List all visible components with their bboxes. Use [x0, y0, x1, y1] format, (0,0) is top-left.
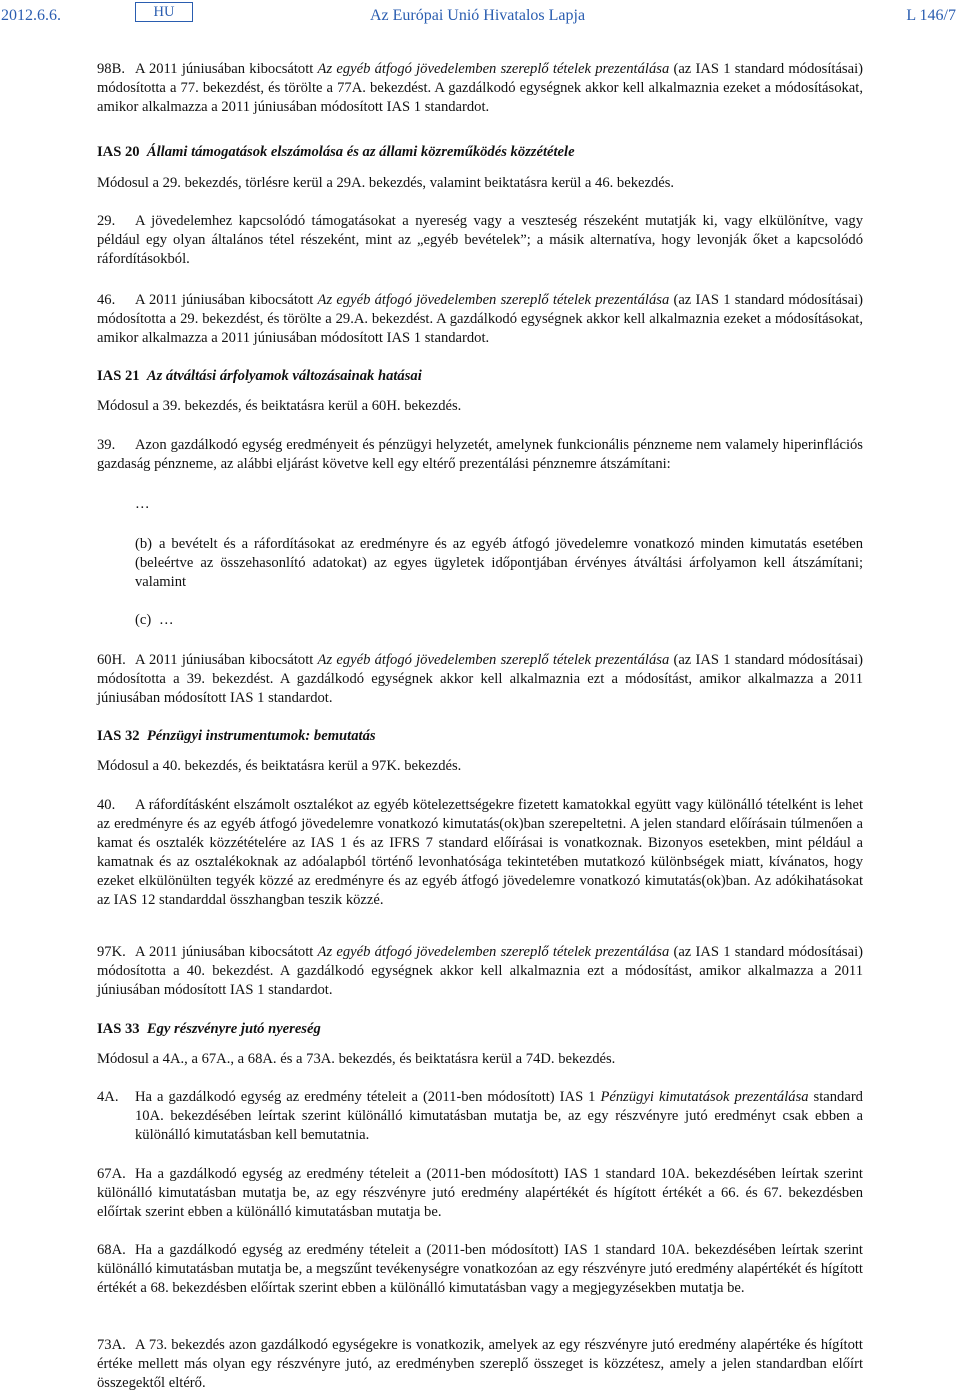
paragraph-text: A 2011 júniusában kibocsátott Az egyéb átfogó jövedelemben szereplő tételek prezentálása (az IAS 1 standard módosításai) módosította a 77. bekezdést, és törölte a 77A. bekezdést. A gazdálkodó egységnek akkor kell alkalmaznia ezeket a módosításokat, amikor alkalmazza a 2011 júniusában módosított IAS 1 standardot.	[97, 61, 864, 115]
paragraph-number: 39.	[97, 437, 116, 453]
list-label: (c)	[135, 612, 152, 628]
standard-code: IAS 20	[97, 144, 140, 160]
paragraph-40	[97, 796, 863, 910]
section-heading-ias32	[97, 727, 863, 746]
standard-code: IAS 21	[97, 368, 140, 384]
paragraph-number: 68A.	[97, 1242, 126, 1258]
paragraph-97k	[97, 943, 863, 1000]
paragraph-68a	[97, 1241, 863, 1298]
paragraph-text: Ha a gazdálkodó egység az eredmény tételeit a (2011-ben módosított) IAS 1 standard 10A. bekezdésében leírtak szerint különálló kimutatásban mutatja be, a megszűnt tevékenységre vonatkozóan az egy részvényre jutó eredmény alapértékét és hígított értékét a 68. bekezdésben előírtak szerint ebben a különálló kimutatásban vagy a megjegyzésekben mutatja be.	[97, 1242, 863, 1296]
paragraph-number: 60H.	[97, 652, 126, 668]
paragraph-text: Ha a gazdálkodó egység az eredmény tételeit a (2011-ben módosított) IAS 1 Pénzügyi kimutatások prezentálása standard 10A. bekezdésében leírtak szerint különálló kimutatásban mutatja be, az egy részvényre jutó eredményt csak ebben a különálló kimutatásban kell bemutatnia.	[135, 1089, 863, 1143]
list-text: a bevételt és a ráfordításokat az eredményre és az egyéb átfogó jövedelemre vonatkozó minden kimutatás esetében (beleértve az összehasonlító adatokat) az egyes ügyletek időpontjában érvényes átváltási árfolyamon kell átszámítani; valamint	[135, 536, 863, 590]
paragraph-46	[97, 291, 863, 348]
page-number: L 146/7	[906, 7, 956, 24]
standard-code: IAS 32	[97, 728, 140, 744]
list-item-c	[135, 611, 863, 630]
section-heading-ias33	[97, 1020, 863, 1039]
amendment-intro: Módosul a 39. bekezdés, és beiktatásra kerül a 60H. bekezdés.	[97, 398, 462, 414]
paragraph-text: A 2011 júniusában kibocsátott Az egyéb átfogó jövedelemben szereplő tételek prezentálása (az IAS 1 standard módosításai) módosította a 39. bekezdést. A gazdálkodó egységnek akkor kell alkalmaznia ezt a módosítást, amikor alkalmazza a 2011 júniusában módosított IAS 1 standardot.	[97, 652, 864, 706]
omission-ellipsis: …	[135, 496, 150, 512]
paragraph-number: 40.	[97, 797, 116, 813]
section-heading-ias20	[97, 143, 863, 162]
paragraph-39	[97, 436, 863, 474]
language-badge: HU	[135, 2, 193, 22]
standard-name: Állami támogatások elszámolása és az állami közreműködés közzététele	[146, 144, 575, 160]
list-item-b	[135, 535, 863, 592]
paragraph-text: Azon gazdálkodó egység eredményeit és pénzügyi helyzetét, amelynek funkcionális pénzneme nem valamely hiperinflációs gazdaság pénzneme, az alábbi eljárást követve kell egy eltérő prezentálási pénznemre átszámítani:	[97, 437, 863, 472]
paragraph-67a	[97, 1165, 863, 1222]
paragraph-text: A 73. bekezdés azon gazdálkodó egységekre is vonatkozik, amelyek az egy részvényre jutó eredmény alapértéke és hígított értéke mellett más olyan egy részvényre jutó, az eredményben szereplő összeget is közzétesz, amely a jelen standardban előírt összegektől eltérő.	[97, 1337, 863, 1391]
paragraph-60h	[97, 651, 863, 708]
paragraph-number: 67A.	[97, 1166, 126, 1182]
standard-name: Pénzügyi instrumentumok: bemutatás	[146, 728, 376, 744]
page-header	[0, 2, 960, 28]
journal-title: Az Európai Unió Hivatalos Lapja	[370, 7, 586, 24]
list-label: (b)	[135, 536, 153, 552]
paragraph-text: A 2011 júniusában kibocsátott Az egyéb átfogó jövedelemben szereplő tételek prezentálása (az IAS 1 standard módosításai) módosította a 29. bekezdést, és törölte a 29.A. bekezdést. A gazdálkodó egységnek akkor kell alkalmaznia ezeket a módosításokat, amikor alkalmazza a 2011 júniusában módosított IAS 1 standardot.	[97, 292, 864, 346]
paragraph-text: Ha a gazdálkodó egység az eredmény tételeit a (2011-ben módosított) IAS 1 standard 10A. bekezdésében leírtak szerint különálló kimutatásban mutatja be, az egy részvényre jutó eredmény alapértékét és hígított értékét a 66. és 67. bekezdésben előírtak szerint ebben a különálló kimutatásban mutatja be.	[97, 1166, 863, 1220]
paragraph-number: 46.	[97, 292, 116, 308]
paragraph-number: 29.	[97, 213, 116, 229]
paragraph-29	[97, 212, 863, 269]
paragraph-4a	[97, 1088, 863, 1145]
paragraph-number: 4A.	[97, 1089, 119, 1105]
paragraph-73a	[97, 1336, 863, 1393]
amendment-intro: Módosul a 29. bekezdés, törlésre kerül a 29A. bekezdés, valamint beiktatásra kerül a 46. bekezdés.	[97, 175, 675, 191]
standard-name: Az átváltási árfolyamok változásainak hatásai	[146, 368, 422, 384]
section-heading-ias21	[97, 367, 863, 386]
paragraph-text: A jövedelemhez kapcsolódó támogatásokat a nyereség vagy a veszteség részeként mutatják ki, vagy elkülönítve, vagy például egy olyan általános tétel részeként, mint az „egyéb bevételek”; a másik alternatíva, hogy levonják őket a kapcsolódó ráfordításokból.	[97, 213, 863, 267]
paragraph-number: 97K.	[97, 944, 126, 960]
paragraph-98b	[97, 60, 863, 117]
amendment-intro: Módosul a 40. bekezdés, és beiktatásra kerül a 97K. bekezdés.	[97, 758, 462, 774]
amendment-intro: Módosul a 4A., a 67A., a 68A. és a 73A. bekezdés, és beiktatásra kerül a 74D. bekezdés.	[97, 1051, 616, 1067]
paragraph-text: A ráfordításként elszámolt osztalékot az egyéb kötelezettségekre fizetett kamatokkal együtt vagy különálló tételként is lehet az eredményre és az egyéb átfogó jövedelemre vonatkozó kimutatás(ok)ban szerepeltetni. A jelen standard előírásain túlmenően a kamat és osztalék közzétételére az IAS 1 és az IFRS 7 standard előírásai is vonatkoznak. Bizonyos esetekben, mint például a kamatnak és az osztalékoknak az adóalapból történő levonhatósága tekintetében mutatkozó különbségek miatt, kívánatos, hogy ezeket elkülönülten tegyék közzé az eredményre és az egyéb átfogó jövedelemre vonatkozó kimutatás(ok)ban. Az adókihatásokat az IAS 12 standarddal összhangban teszik közzé.	[97, 797, 863, 908]
list-text: …	[159, 612, 174, 628]
paragraph-number: 73A.	[97, 1337, 126, 1353]
standard-name: Egy részvényre jutó nyereség	[146, 1021, 321, 1037]
paragraph-text: A 2011 júniusában kibocsátott Az egyéb átfogó jövedelemben szereplő tételek prezentálása (az IAS 1 standard módosításai) módosította a 40. bekezdést. A gazdálkodó egységnek akkor kell alkalmaznia ezt a módosítást, amikor alkalmazza a 2011 júniusában módosított IAS 1 standardot.	[97, 944, 864, 998]
paragraph-number: 98B.	[97, 61, 125, 77]
publication-date: 2012.6.6.	[1, 7, 61, 24]
standard-code: IAS 33	[97, 1021, 140, 1037]
